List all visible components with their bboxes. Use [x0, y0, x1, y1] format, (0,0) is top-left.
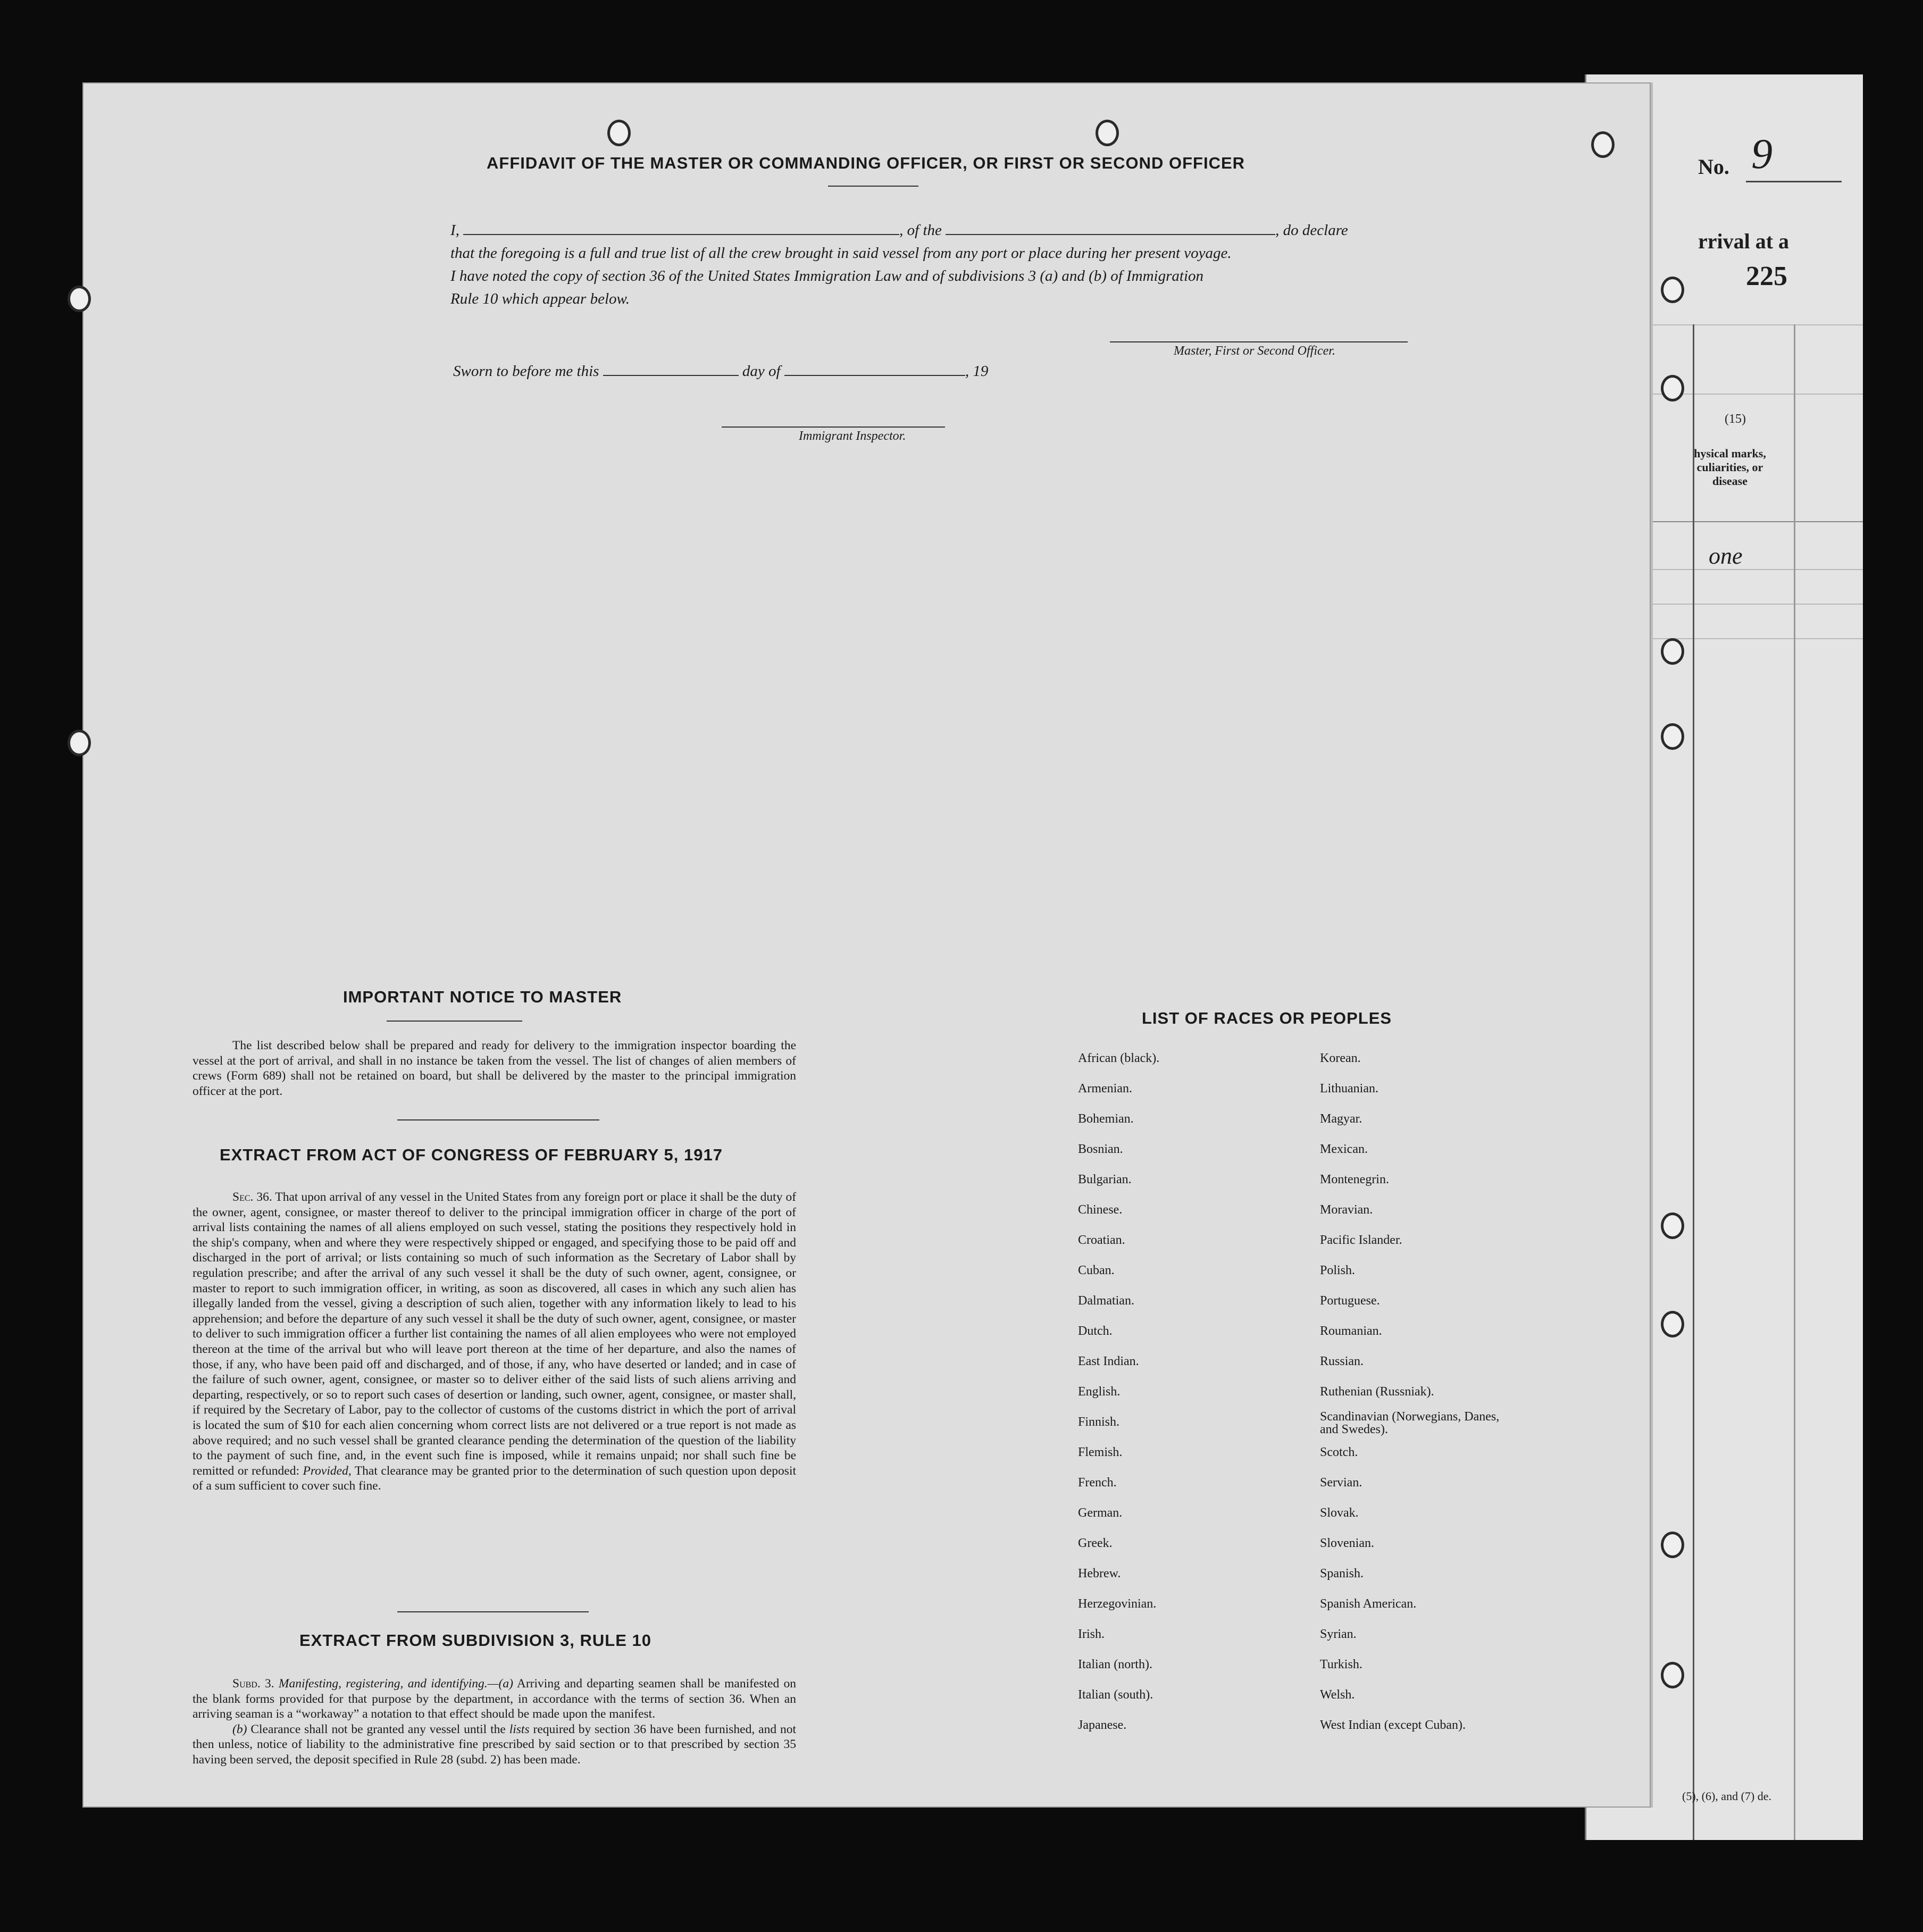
act-extract-heading: EXTRACT FROM ACT OF CONGRESS OF FEBRUARY 5, 1917 [220, 1145, 723, 1164]
sworn-month-blank[interactable] [784, 363, 965, 376]
race-left: French. [1078, 1476, 1117, 1490]
para-b-text-1: Clearance shall not be granted any vessel until the [250, 1722, 506, 1736]
punch-hole [68, 286, 91, 312]
affidavit-line-4: Rule 10 which appear below. [450, 290, 630, 307]
punch-hole [1661, 1662, 1684, 1688]
manifest-number-label: No. [1698, 155, 1729, 179]
race-left: Bohemian. [1078, 1112, 1134, 1126]
punch-hole [1661, 723, 1684, 750]
punch-hole [1096, 120, 1119, 146]
race-left: Italian (south). [1078, 1688, 1153, 1702]
para-b-lists-word: lists [509, 1722, 530, 1736]
race-right: Welsh. [1320, 1688, 1355, 1702]
punch-hole [1591, 131, 1615, 158]
race-right: Magyar. [1320, 1112, 1362, 1126]
punch-hole [1661, 1212, 1684, 1239]
manifest-number-handwritten: 9 [1751, 131, 1772, 178]
race-right: Slovak. [1320, 1506, 1359, 1520]
race-left: Cuban. [1078, 1264, 1115, 1277]
race-left: Italian (north). [1078, 1658, 1152, 1671]
affidavit-line-3: I have noted the copy of section 36 of the United States Immigration Law and of subdivisions 3 (a) and (b) of Immigration [450, 267, 1204, 285]
page-stamp-number: 225 [1746, 261, 1787, 291]
notice-body: The list described below shall be prepared and ready for delivery to the immigration inspector boarding the vessel at the port of arrival, and shall in no instance be taken from the vessel. The list of changes of alien members of crews (Form 689) shall not be retained on board, but shall be delivered by the master to the principal immigration officer at the port. [193, 1039, 796, 1098]
race-right: Montenegrin. [1320, 1173, 1389, 1186]
race-right: Pacific Islander. [1320, 1233, 1402, 1247]
race-right: Turkish. [1320, 1658, 1362, 1671]
race-left: Croatian. [1078, 1233, 1125, 1247]
race-left: Hebrew. [1078, 1567, 1121, 1580]
race-left: Dutch. [1078, 1324, 1113, 1338]
master-signature-label: Master, First or Second Officer. [1174, 344, 1335, 358]
sworn-day-blank[interactable] [603, 363, 739, 376]
section-36-label: Sec. 36. [232, 1190, 272, 1204]
affidavit-declaration [450, 219, 1498, 311]
inspector-signature-line[interactable] [722, 426, 945, 428]
affidavit-i-label: I, [450, 222, 459, 239]
section-36-text [193, 1190, 796, 1494]
para-a-label: —(a) [487, 1677, 513, 1691]
race-left: East Indian. [1078, 1354, 1139, 1368]
affidavit-of-the-label: , of the [899, 222, 942, 239]
subd-label: Subd. 3. [232, 1677, 274, 1691]
race-left: Japanese. [1078, 1718, 1127, 1732]
race-right: Slovenian. [1320, 1536, 1374, 1550]
punch-hole [1661, 1532, 1684, 1558]
subd-title: Manifesting, registering, and identifying. [278, 1677, 488, 1691]
para-b-label: (b) [232, 1722, 247, 1736]
race-left: Armenian. [1078, 1082, 1132, 1095]
sworn-prefix: Sworn to before me this [453, 363, 599, 380]
race-left: Irish. [1078, 1627, 1105, 1641]
footnote-fragment: (5), (6), and (7) de. [1682, 1789, 1771, 1803]
sworn-day-label: day of [742, 363, 781, 380]
race-left: German. [1078, 1506, 1123, 1520]
sworn-year-label: , 19 [965, 363, 989, 380]
column-15-heading: hysical marks, culiarities, or disease [1694, 447, 1766, 488]
affidavit-line-2: that the foregoing is a full and true list of all the crew brought in said vessel from any port or place during her present voyage. [450, 245, 1232, 262]
race-right: Scandinavian (Norwegians, Danes, and Swedes). [1320, 1410, 1500, 1436]
race-left: African (black). [1078, 1051, 1160, 1065]
section-36-body: That upon arrival of any vessel in the United States from any foreign port or place it shall be the duty of the owner, agent, consignee, or master thereof to deliver to the principal immigration officer in charge of the port of arrival lists containing the names of all aliens employed on such vessel, stating the positions they respectively hold in the ship's company, when and where they were respectively shipped or engaged, and specifying those to be paid off and discharged in the port of arrival; or lists containing so much of such information as the Secretary of Labor shall by regulation prescribe; and after the arrival of any such vessel it shall be the duty of such owner, agent, consignee, or master to report to such immigration officer, in writing, as soon as discovered, all cases in which any such alien has illegally landed from the vessel, giving a description of such alien, together with any information likely to lead to his apprehension; and before the departure of any such vessel it shall be the duty of such owner, agent, consignee, or master to deliver to such immigration officer a further list containing the names of all alien employees who were not employed thereon at the time of the arrival but who will leave port thereon at the time of her departure, and also the names of those, if any, who have been paid off and discharged, and of those, if any, who have deserted or landed; and in case of the failure of such owner, agent, consignee, or master so to deliver either of the said lists of such aliens arriving and departing, respectively, or so to report such cases of desertion or landing, such owner, agent, consignee, or master shall, if required by the Secretary of Labor, pay to the collector of customs of the customs district in which the port of arrival is located the sum of $10 for each alien concerning whom correct lists are not delivered or a true report is not made as above required; and no such vessel shall be granted clearance pending the determination of the question of the liability to the payment of such fine, and, in the event such fine is imposed, while it remains unpaid; nor shall such fine be remitted or refunded: [193, 1190, 797, 1478]
race-right: Spanish American. [1320, 1597, 1417, 1611]
punch-hole [1661, 638, 1684, 665]
race-left: Chinese. [1078, 1203, 1123, 1217]
para-a-text: Arriving and departing seamen shall be manifested on the blank forms provided for that purpose by the department, in accordance with the terms of section 36. When an arriving seaman is a “workaway” a notation to that effect should be made upon the manifest. [193, 1677, 796, 1721]
race-left: English. [1078, 1385, 1121, 1399]
race-right: Russian. [1320, 1354, 1364, 1368]
master-signature-line[interactable] [1110, 341, 1408, 342]
race-right: Mexican. [1320, 1142, 1368, 1156]
race-right: Moravian. [1320, 1203, 1373, 1217]
section-36-end: That clearance may be granted prior to the determination of such question upon deposit of a sum sufficient to cover such fine. [193, 1463, 797, 1493]
para-b-text-2: required by section 36 have been furnished, and not then unless, notice of liability to the administrative fine prescribed by said section or to that prescribed by section 35 having been served, the deposit specified in Rule 28 (subd. 2) has been made. [193, 1722, 797, 1767]
affidavit-form-page [82, 82, 1651, 1808]
race-right: Portuguese. [1320, 1294, 1380, 1308]
officer-name-blank[interactable] [463, 222, 899, 235]
race-right: Polish. [1320, 1264, 1356, 1277]
rule-extract-heading: EXTRACT FROM SUBDIVISION 3, RULE 10 [299, 1631, 651, 1650]
race-left: Herzegovinian. [1078, 1597, 1157, 1611]
inspector-signature-label: Immigrant Inspector. [799, 429, 906, 443]
provided-word: Provided, [303, 1463, 352, 1478]
race-right: Lithuanian. [1320, 1082, 1378, 1095]
rule-10-text [193, 1676, 796, 1768]
arrival-heading-fragment: rrival at a [1698, 229, 1790, 253]
race-right: Roumanian. [1320, 1324, 1382, 1338]
punch-hole [1661, 277, 1684, 303]
race-left: Finnish. [1078, 1415, 1120, 1429]
punch-hole [1661, 1311, 1684, 1337]
race-right: Servian. [1320, 1476, 1362, 1490]
race-right: Scotch. [1320, 1445, 1358, 1459]
handwritten-entry-none: one [1709, 543, 1743, 569]
race-left: Dalmatian. [1078, 1294, 1134, 1308]
notice-heading: IMPORTANT NOTICE TO MASTER [343, 988, 622, 1006]
races-heading: LIST OF RACES OR PEOPLES [1142, 1009, 1392, 1027]
race-right: Spanish. [1320, 1567, 1364, 1580]
race-left: Greek. [1078, 1536, 1113, 1550]
punch-hole [1661, 375, 1684, 402]
affidavit-declare-label: , do declare [1275, 222, 1348, 239]
affidavit-heading: AFFIDAVIT OF THE MASTER OR COMMANDING OFFICER, OR FIRST OR SECOND OFFICER [487, 154, 1245, 172]
race-right: Korean. [1320, 1051, 1361, 1065]
column-15-number: (15) [1725, 412, 1746, 426]
race-right: Syrian. [1320, 1627, 1357, 1641]
punch-hole [607, 120, 631, 146]
race-right: West Indian (except Cuban). [1320, 1718, 1466, 1732]
punch-hole [68, 730, 91, 756]
vessel-name-blank[interactable] [946, 222, 1275, 235]
race-right: Ruthenian (Russniak). [1320, 1385, 1434, 1399]
race-left: Flemish. [1078, 1445, 1123, 1459]
sworn-statement [453, 363, 988, 380]
race-left: Bulgarian. [1078, 1173, 1132, 1186]
race-left: Bosnian. [1078, 1142, 1123, 1156]
